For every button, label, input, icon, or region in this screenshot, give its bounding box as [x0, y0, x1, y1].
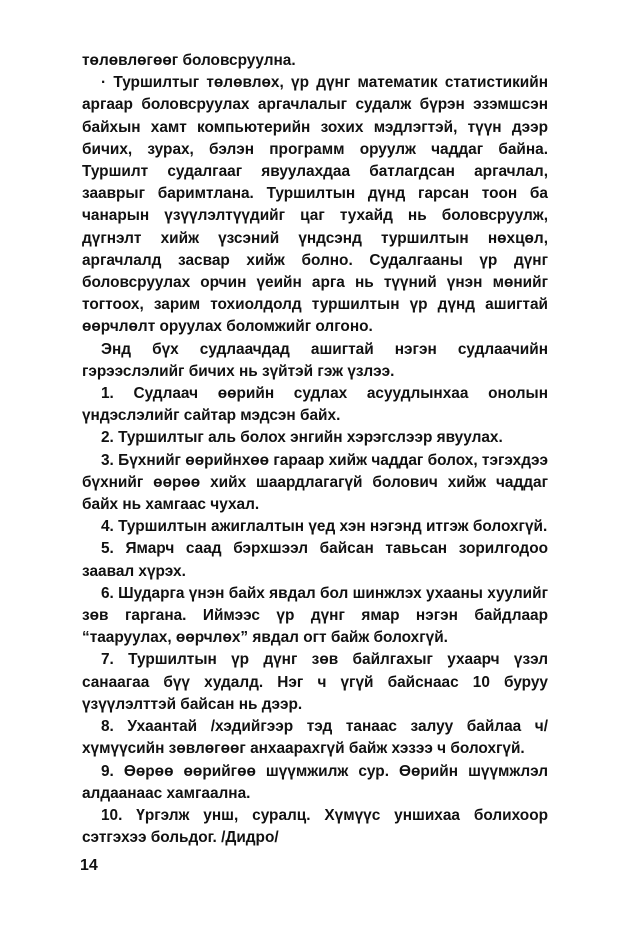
- list-item-4: 4. Туршилтын ажиглалтын үед хэн нэгэнд итгэж болохгүй.: [101, 518, 548, 536]
- paragraph-methodology: · Туршилтыг төлөвлөх, үр дүнг математик статистикийн аргаар боловсруулах аргачлалыг судалж бүрэн эзэмшсэн байхын хамт компьютерийн зохих мэдлэгтэй, түүн дээр бичих, зурах, бэлэн программ оруулж чаддаг байна. Туршилт судалгааг явуулахдаа батлагдсан аргачлал, зааврыг баримтлана. Туршилтын дүнд гарсан тоон ба чанарын үзүүлэлтүүдийг цаг тухайд нь боловсруулж, дүгнэлт хийж үзсэний үндсэнд туршилтын нөхцөл, аргачлалд засвар хийж болно. Судалгааны үр дүнг боловсруулах орчин үеийн арга нь түүний үнэн мөнийг тогтоох, зарим тохиолдолд туршилтын үр дүнд ашигтай өөрчлөлт оруулах боломжийг олгоно.: [82, 74, 548, 336]
- list-item-3: 3. Бүхнийг өөрийнхөө гараар хийж чаддаг болох, тэгэхдээ бүхнийг өөрөө хийх шаардлагагүй болович хийж чаддаг байх нь хамгаас чухал.: [82, 451, 548, 514]
- list-item-1: 1. Судлаач өөрийн судлах асуудлынхаа онолын үндэслэлийг сайтар мэдсэн байх.: [82, 385, 548, 425]
- list-item-7: 7. Туршилтын үр дүнг зөв байлгахыг ухаарч үзэл санаагаа бүү худалд. Нэг ч үгүй байснаас 10 буруу үзүүлэлттэй байсан нь дээр.: [82, 651, 548, 713]
- list-item-8: 8. Ухаантай /хэдийгээр тэд танаас залуу байлаа ч/ хүмүүсийн зөвлөгөөг анхаарахгүй байж хэзээ ч болохгүй.: [82, 718, 548, 758]
- list-item-9: 9. Өөрөө өөрийгөө шүүмжилж сур. Өөрийн шүүмжлэл алдаанаас хамгаална.: [82, 762, 548, 802]
- paragraph-continuation: төлөвлөгөөг боловсруулна.: [82, 52, 296, 69]
- list-item-10: 10. Үргэлж унш, суралц. Хүмүүс уншихаа болихоор сэтгэхээ больдог. /Дидро/: [82, 806, 548, 847]
- page-body: [82, 50, 548, 849]
- list-item-6: 6. Шударга үнэн байх явдал бол шинжлэх ухааны хуулийг зөв гаргана. Иймээс үр дүнг ямар нэгэн байдлаар “тааруулах, өөрчлөх” явдал огт байж болохгүй.: [82, 584, 548, 647]
- page-number: 14: [80, 857, 98, 874]
- paragraph-intro-testament: Энд бүх судлаачдад ашигтай нэгэн судлаачийн гэрээслэлийг бичих нь зүйтэй гэж үзлээ.: [82, 340, 548, 380]
- list-item-5: 5. Ямарч саад бэрхшээл байсан тавьсан зорилгодоо заавал хүрэх.: [82, 540, 548, 580]
- list-item-2: 2. Туршилтыг аль болох энгийн хэрэгслээр явуулах.: [101, 429, 503, 447]
